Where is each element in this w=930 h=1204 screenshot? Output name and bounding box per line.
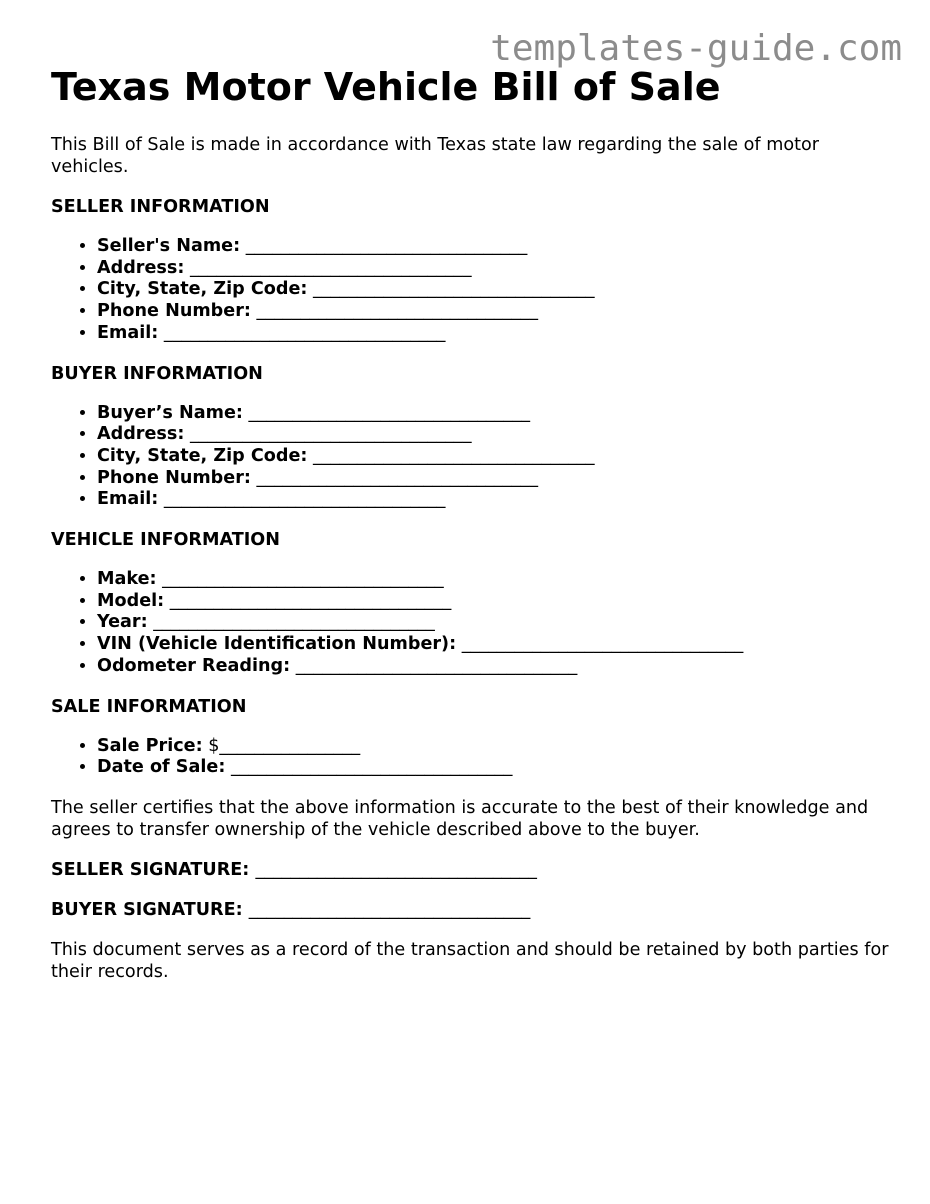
buyer-section-heading: BUYER INFORMATION — [51, 363, 263, 384]
sale-price-field — [97, 736, 891, 758]
field-label: Model: — [97, 590, 165, 611]
seller-signature-label: SELLER SIGNATURE: — [51, 859, 250, 880]
vehicle-model-field — [97, 591, 891, 613]
seller-signature-line — [51, 859, 891, 881]
sale-section-heading: SALE INFORMATION — [51, 696, 247, 717]
field-label: Phone Number: — [97, 301, 251, 322]
field-label: Email: — [97, 489, 159, 510]
buyer-phone-field — [97, 468, 891, 490]
closing-paragraph: This document serves as a record of the transaction and should be retained by both parties for their records. — [51, 939, 889, 982]
field-blank[interactable]: ________________________________ — [190, 424, 472, 445]
field-blank[interactable]: ________________________________ — [313, 445, 595, 466]
vehicle-make-field — [97, 569, 891, 591]
field-label: Email: — [97, 322, 159, 343]
buyer-signature-line — [51, 899, 891, 921]
seller-email-field — [97, 323, 891, 345]
field-label: Date of Sale: — [97, 757, 226, 778]
certification-paragraph: The seller certifies that the above information is accurate to the best of their knowledge and agrees to transfer ownership of the vehicle described above to the buyer. — [51, 797, 869, 840]
field-blank[interactable]: ________________________________ — [248, 402, 531, 423]
vehicle-year-field — [97, 612, 891, 634]
field-blank[interactable]: ________________________________ — [313, 279, 595, 300]
seller-address-field — [97, 258, 891, 280]
seller-city-state-zip-field — [97, 279, 891, 301]
seller-field-list — [51, 236, 891, 345]
field-blank[interactable]: ________________________________ — [256, 467, 539, 488]
sale-field-list — [51, 736, 891, 779]
vehicle-field-list — [51, 569, 891, 678]
field-blank[interactable]: ________________________________ — [190, 257, 472, 278]
vehicle-vin-field — [97, 634, 891, 656]
seller-signature-blank[interactable]: ________________________________ — [255, 859, 537, 880]
field-label: Make: — [97, 569, 157, 590]
vehicle-odometer-field — [97, 656, 891, 678]
intro-paragraph: This Bill of Sale is made in accordance with Texas state law regarding the sale of motor vehicles. — [51, 135, 819, 177]
vehicle-section-heading: VEHICLE INFORMATION — [51, 530, 280, 551]
field-blank[interactable]: ________________________________ — [461, 634, 744, 655]
buyer-signature-blank[interactable]: ________________________________ — [248, 899, 531, 920]
field-blank[interactable]: ________________________________ — [256, 301, 539, 322]
field-label: Year: — [97, 612, 148, 633]
page-title: Texas Motor Vehicle Bill of Sale — [51, 65, 721, 109]
seller-section-heading: SELLER INFORMATION — [51, 197, 270, 217]
field-blank[interactable]: ________________________________ — [153, 612, 435, 633]
watermark: templates-guide.com — [490, 28, 902, 69]
field-blank[interactable]: ________________________________ — [169, 590, 452, 611]
field-blank[interactable]: ________________________________ — [163, 322, 446, 343]
buyer-name-field — [97, 403, 891, 425]
field-label: City, State, Zip Code: — [97, 445, 308, 466]
field-label: Address: — [97, 424, 185, 445]
field-label: Phone Number: — [97, 467, 251, 488]
field-label: Seller's Name: — [97, 236, 241, 256]
field-label: Sale Price: — [97, 735, 203, 756]
buyer-field-list — [51, 403, 891, 512]
buyer-city-state-zip-field — [97, 446, 891, 468]
buyer-signature-label: BUYER SIGNATURE: — [51, 899, 243, 920]
field-label: Buyer’s Name: — [97, 402, 243, 423]
buyer-address-field — [97, 424, 891, 446]
document-body — [51, 62, 891, 983]
sale-date-field — [97, 757, 891, 779]
buyer-email-field — [97, 489, 891, 511]
seller-name-field — [97, 236, 891, 258]
seller-phone-field — [97, 301, 891, 323]
field-label: Address: — [97, 257, 185, 278]
field-label: VIN (Vehicle Identification Number): — [97, 634, 457, 655]
field-blank[interactable]: ________________________________ — [162, 569, 444, 590]
field-blank[interactable]: ________________________________ — [295, 655, 578, 676]
field-label: City, State, Zip Code: — [97, 279, 308, 300]
field-blank[interactable]: ________________________________ — [245, 236, 528, 256]
field-blank[interactable]: ________________________________ — [230, 757, 513, 778]
field-blank[interactable]: $________________ — [208, 735, 361, 756]
field-blank[interactable]: ________________________________ — [163, 489, 446, 510]
field-label: Odometer Reading: — [97, 655, 291, 676]
